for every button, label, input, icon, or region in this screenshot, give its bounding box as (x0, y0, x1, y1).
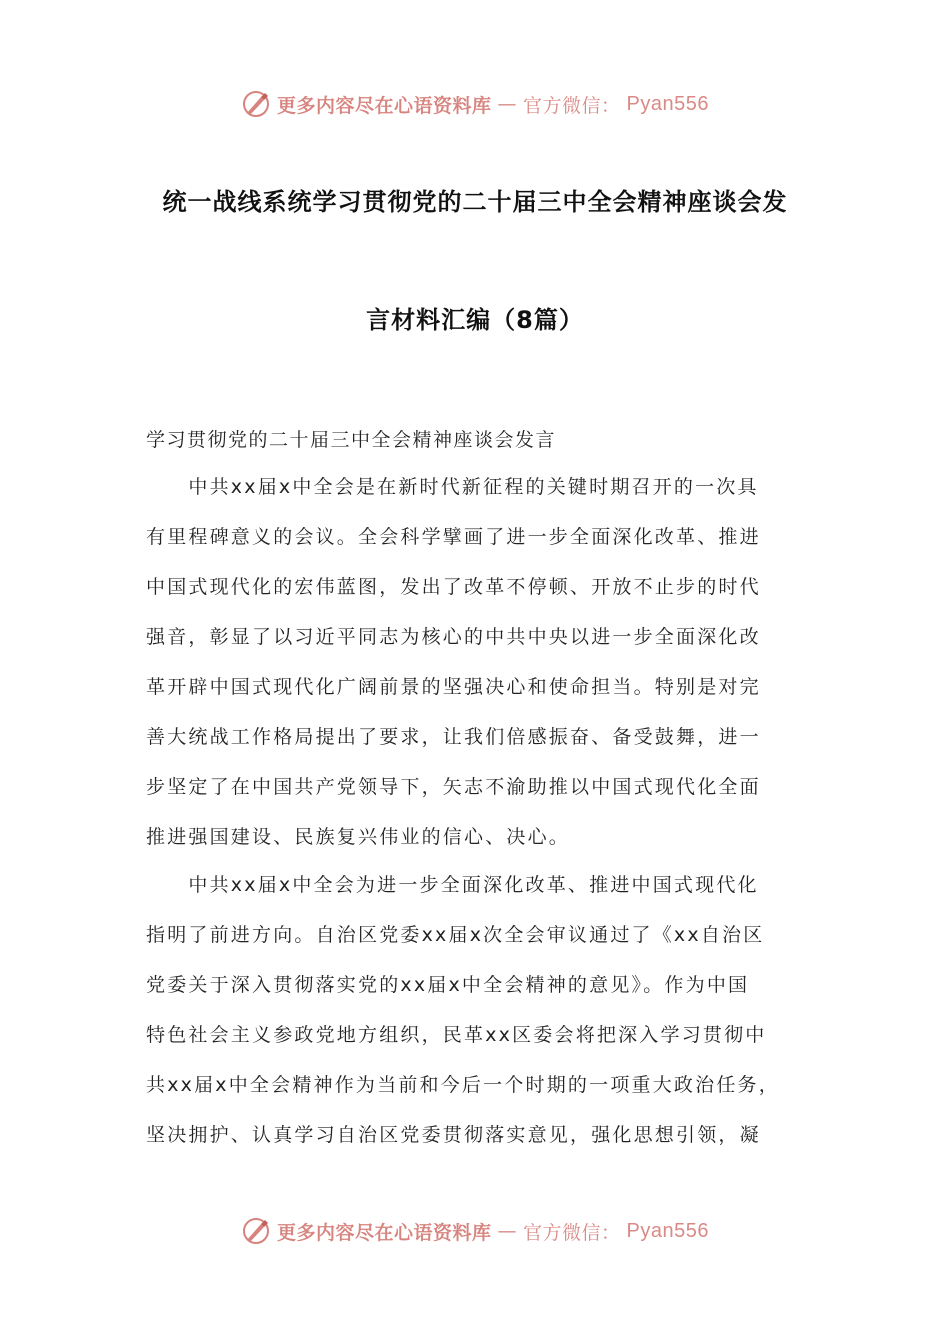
paragraph-line: 有里程碑意义的会议。全会科学擘画了进一步全面深化改革、推进 (146, 526, 761, 548)
paragraph-line: 中共xx届x中全会为进一步全面深化改革、推进中国式现代化 (146, 874, 759, 896)
watermark-wechat-id: Pyan556 (626, 1219, 709, 1242)
watermark-main-text: 更多内容尽在心语资料库 (277, 1221, 492, 1244)
paragraph-line: 坚决拥护、认真学习自治区党委贯彻落实意见，强化思想引领，凝 (146, 1124, 761, 1146)
paragraph-line: 善大统战工作格局提出了要求，让我们倍感振奋、备受鼓舞，进一 (146, 726, 761, 748)
watermark-dash: — (497, 1220, 518, 1242)
document-title-line2: 言材料汇编（8篇） (366, 306, 584, 334)
pen-logo-icon (241, 89, 271, 119)
paragraph-line: 党委关于深入贯彻落实党的xx届x中全会精神的意见》。作为中国 (146, 974, 750, 996)
header-watermark (0, 84, 950, 124)
footer-watermark (0, 1211, 950, 1251)
pen-logo-icon (241, 1216, 271, 1246)
watermark-dash: — (497, 93, 518, 115)
paragraph-line: 中国式现代化的宏伟蓝图，发出了改革不停顿、开放不止步的时代 (146, 576, 761, 598)
watermark-wechat-id: Pyan556 (626, 92, 709, 115)
paragraph-line: 强音，彰显了以习近平同志为核心的中共中央以进一步全面深化改 (146, 626, 761, 648)
section-heading: 学习贯彻党的二十届三中全会精神座谈会发言 (146, 429, 557, 451)
paragraph-line: 推进强国建设、民族复兴伟业的信心、决心。 (146, 826, 571, 848)
watermark-sub-text: 官方微信： (523, 94, 621, 117)
paragraph-line: 中共xx届x中全会是在新时代新征程的关键时期召开的一次具 (146, 476, 759, 498)
paragraph-line: 指明了前进方向。自治区党委xx届x次全会审议通过了《xx自治区 (146, 924, 765, 946)
paragraph-line: 革开辟中国式现代化广阔前景的坚强决心和使命担当。特别是对完 (146, 676, 761, 698)
paragraph-line: 特色社会主义参政党地方组织，民革xx区委会将把深入学习贯彻中 (146, 1024, 767, 1046)
paragraph-line: 共xx届x中全会精神作为当前和今后一个时期的一项重大政治任务， (146, 1074, 780, 1096)
watermark-main-text: 更多内容尽在心语资料库 (277, 94, 492, 117)
paragraph-line: 步坚定了在中国共产党领导下，矢志不渝助推以中国式现代化全面 (146, 776, 761, 798)
watermark-sub-text: 官方微信： (523, 1221, 621, 1244)
document-title-line1: 统一战线系统学习贯彻党的二十届三中全会精神座谈会发 (162, 188, 788, 216)
